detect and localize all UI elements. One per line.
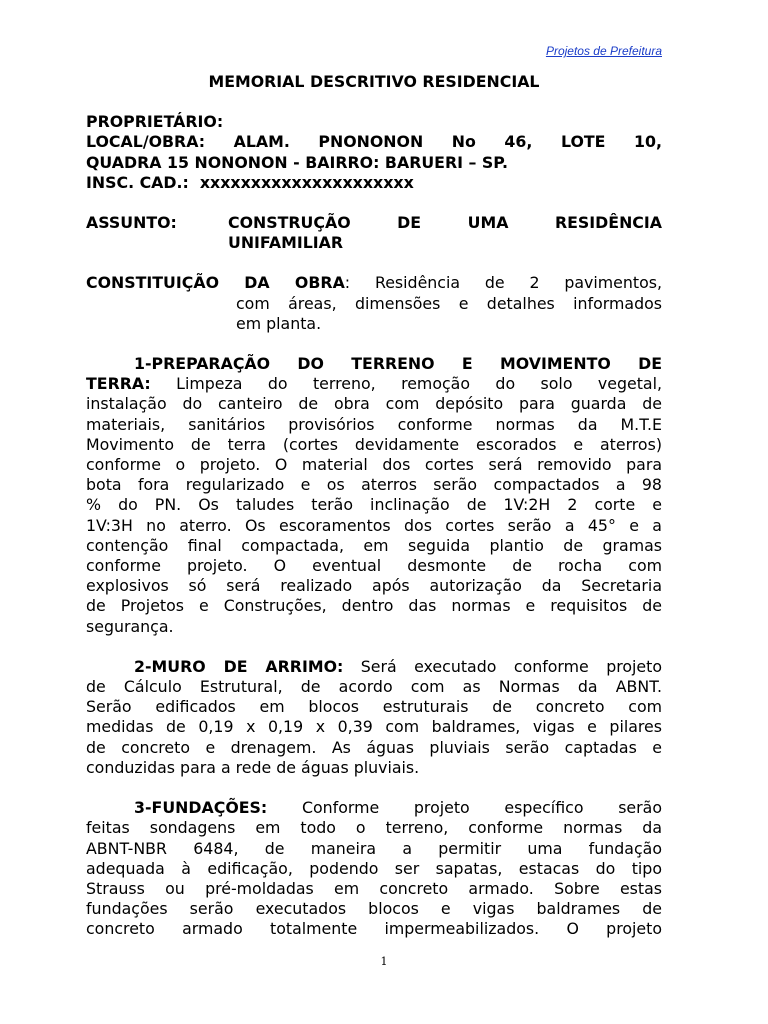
- document-body: [86, 72, 662, 940]
- section-1-line: materiais, sanitários provisórios conforme normas da M.T.E: [86, 414, 662, 434]
- section-1-line: explosivos só será realizado após autorização da Secretaria: [86, 576, 662, 596]
- section-3-line-1: 3-FUNDAÇÕES: Conforme projeto específico serão: [134, 798, 662, 818]
- constituicao-line-3: em planta.: [236, 313, 322, 333]
- section-2-line: de Cálculo Estrutural, de acordo com as Normas da ABNT.: [86, 677, 662, 697]
- owner-label: PROPRIETÁRIO:: [86, 112, 224, 132]
- owner-block: [86, 112, 662, 193]
- section-1-line: 1V:3H no aterro. Os escoramentos dos cortes serão a 45° e a: [86, 515, 662, 535]
- section-1-line: conforme o projeto. O material dos cortes será removido para: [86, 455, 662, 475]
- section-2-line-1: 2-MURO DE ARRIMO: Será executado conforme projeto: [134, 656, 662, 676]
- assunto-value-line-2: UNIFAMILIAR: [228, 233, 344, 253]
- insc-cad-line: [86, 173, 662, 193]
- section-1-line-1: TERRA: Limpeza do terreno, remoção do solo vegetal,: [86, 374, 662, 394]
- section-2-heading: 2-MURO DE ARRIMO:: [134, 656, 344, 676]
- section-3-line: Strauss ou pré-moldadas em concreto armado. Sobre estas: [86, 878, 662, 898]
- constituicao-line-1: CONSTITUIÇÃO DA OBRA: Residência de 2 pavimentos,: [86, 273, 662, 293]
- insc-cad-value: xxxxxxxxxxxxxxxxxxxxx: [199, 172, 414, 192]
- section-1-line: Movimento de terra (cortes devidamente escorados e aterros): [86, 434, 662, 454]
- section-3-line: fundações serão executados blocos e vigas baldrames de: [86, 899, 662, 919]
- section-1-line: contenção final compactada, em seguida plantio de gramas: [86, 535, 662, 555]
- section-1-line: segurança.: [86, 616, 174, 636]
- assunto-value-line-1: CONSTRUÇÃO DE UMA RESIDÊNCIA: [228, 213, 662, 233]
- section-2-line: conduzidas para a rede de águas pluviais.: [86, 757, 420, 777]
- section-1-heading: 1-PREPARAÇÃO DO TERRENO E MOVIMENTO DE: [134, 354, 662, 374]
- section-2-line: Serão edificados em blocos estruturais de concreto com: [86, 697, 662, 717]
- section-2-line: medidas de 0,19 x 0,19 x 0,39 com baldrames, vigas e pilares: [86, 717, 662, 737]
- document-title: MEMORIAL DESCRITIVO RESIDENCIAL: [208, 72, 540, 91]
- constituicao-label: CONSTITUIÇÃO DA OBRA: [86, 273, 345, 293]
- header-link[interactable]: Projetos de Prefeitura: [545, 44, 662, 58]
- section-2-line: de concreto e drenagem. As águas pluviais serão captadas e: [86, 737, 662, 757]
- section-1-line: conforme projeto. O eventual desmonte de rocha com: [86, 556, 662, 576]
- section-2: [86, 657, 662, 778]
- section-3-line: concreto armado totalmente impermeabilizados. O projeto: [86, 919, 662, 939]
- insc-cad-label: INSC. CAD.:: [86, 172, 189, 192]
- constituicao-line-2: com áreas, dimensões e detalhes informados: [236, 293, 662, 313]
- constituicao-block: [86, 273, 662, 334]
- assunto-label: ASSUNTO:: [86, 213, 177, 233]
- page-number: 1: [380, 955, 388, 968]
- local-line-1: LOCAL/OBRA: ALAM. PNONONON No 46, LOTE 10,: [86, 132, 662, 152]
- section-1: [86, 354, 662, 637]
- section-1-line: instalação do canteiro de obra com depósito para guarda de: [86, 394, 662, 414]
- section-1-line: de Projetos e Construções, dentro das normas e requisitos de: [86, 596, 662, 616]
- assunto-block: [86, 213, 662, 253]
- section-3-line: ABNT-NBR 6484, de maneira a permitir uma fundação: [86, 838, 662, 858]
- section-1-line: bota fora regularizado e os aterros serão compactados a 98: [86, 475, 662, 495]
- section-1-line: % do PN. Os taludes terão inclinação de 1V:2H 2 corte e: [86, 495, 662, 515]
- section-3: [86, 798, 662, 939]
- local-line-2: QUADRA 15 NONONON - BAIRRO: BARUERI – SP.: [86, 152, 508, 172]
- section-3-heading: 3-FUNDAÇÕES:: [134, 798, 268, 818]
- section-3-line: adequada à edificação, podendo ser sapatas, estacas do tipo: [86, 858, 662, 878]
- section-3-line: feitas sondagens em todo o terreno, conforme normas da: [86, 818, 662, 838]
